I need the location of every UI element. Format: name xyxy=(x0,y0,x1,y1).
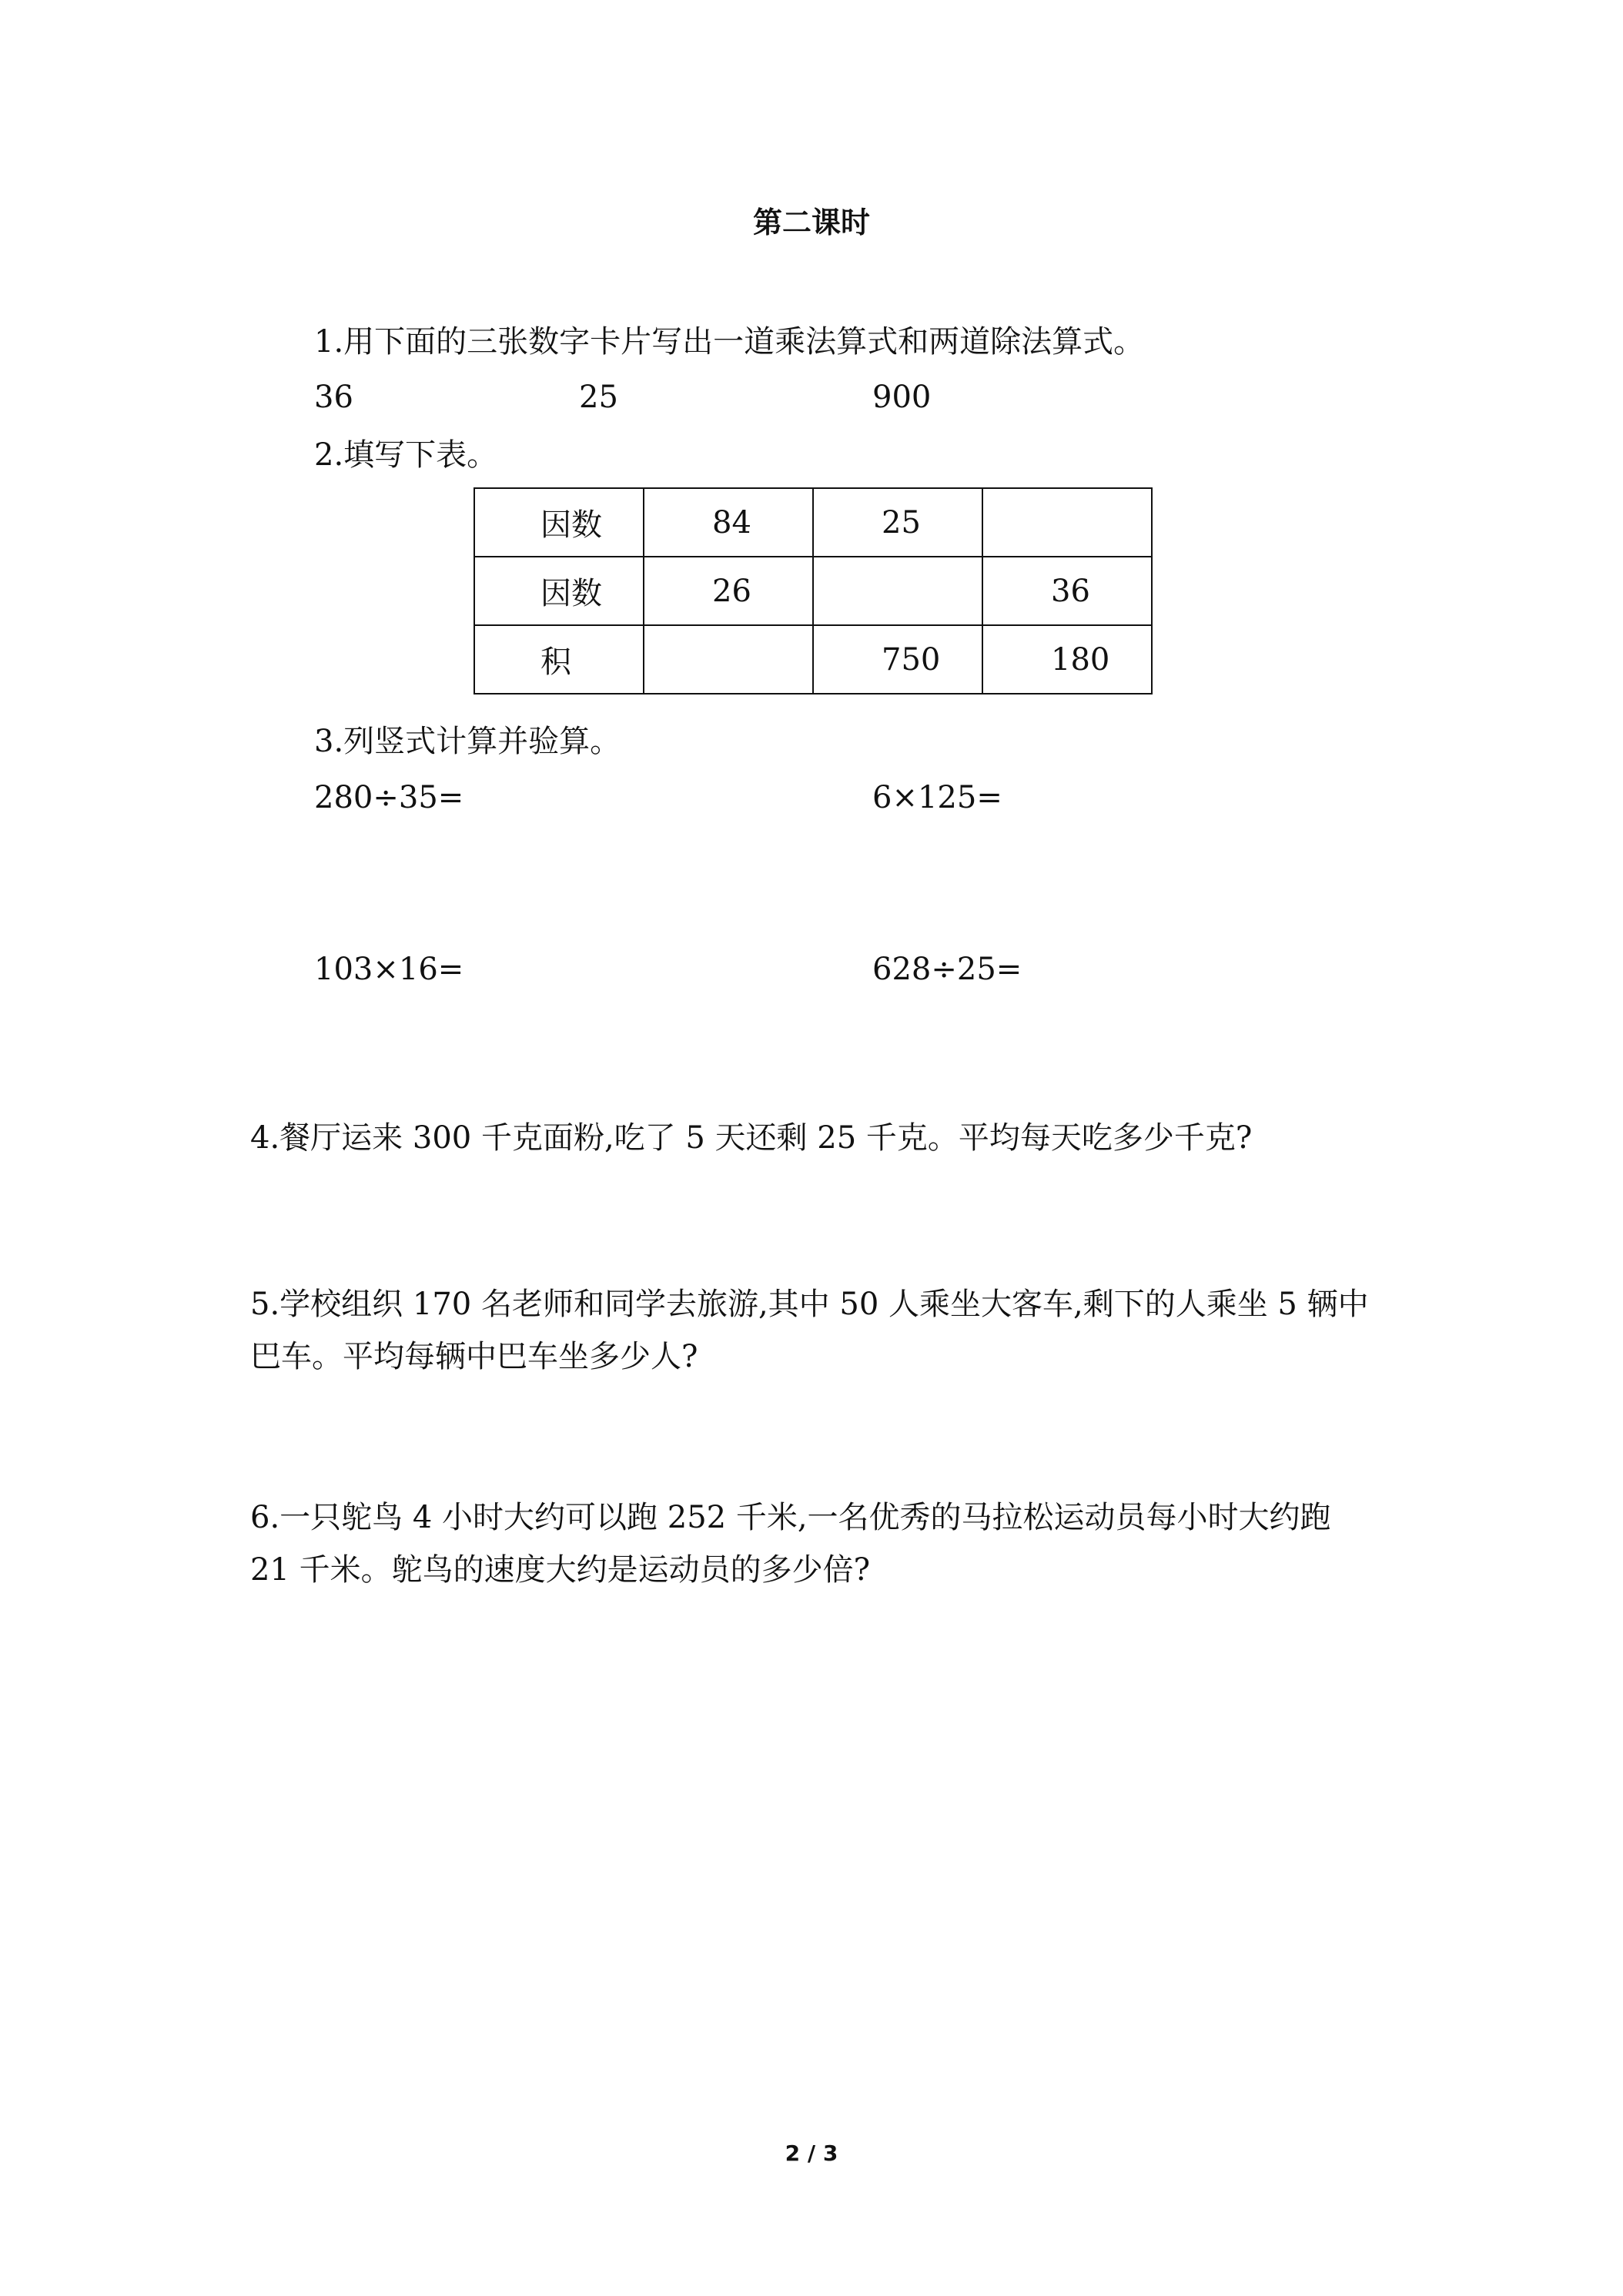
table-cell: 180 xyxy=(982,625,1152,694)
table-cell: 积 xyxy=(474,625,644,694)
table-cell: 25 xyxy=(813,488,982,557)
table-cell: 750 xyxy=(813,625,982,694)
question-5-line-1: 5.学校组织 170 名老师和同学去旅游,其中 50 人乘坐大客车,剩下的人乘坐 5 辆中 xyxy=(250,1287,1369,1322)
calc-item: 628÷25= xyxy=(872,952,1022,987)
table-cell xyxy=(982,488,1152,557)
number-card-3: 900 xyxy=(872,380,932,415)
question-2-text: 2.填写下表。 xyxy=(314,437,498,473)
calc-item: 103×16= xyxy=(314,952,464,987)
question-1-text: 1.用下面的三张数字卡片写出一道乘法算式和两道除法算式。 xyxy=(314,324,1145,360)
question-3-text: 3.列竖式计算并验算。 xyxy=(314,724,621,759)
calc-item: 280÷35= xyxy=(314,780,464,815)
page-number: 2 / 3 xyxy=(785,2140,838,2166)
table-cell xyxy=(644,625,813,694)
factor-product-table xyxy=(474,487,1153,694)
question-6-line-1: 6.一只鸵鸟 4 小时大约可以跑 252 千米,一名优秀的马拉松运动员每小时大约跑 xyxy=(250,1500,1331,1535)
page-title: 第二课时 xyxy=(752,206,870,239)
table-cell: 26 xyxy=(644,557,813,625)
number-card-2: 25 xyxy=(579,380,618,415)
calc-item: 6×125= xyxy=(872,780,1002,815)
question-5-line-2: 巴车。平均每辆中巴车坐多少人? xyxy=(250,1339,698,1374)
question-4-text: 4.餐厅运来 300 千克面粉,吃了 5 天还剩 25 千克。平均每天吃多少千克? xyxy=(250,1120,1253,1156)
table-cell: 因数 xyxy=(474,488,644,557)
table-cell: 84 xyxy=(644,488,813,557)
number-card-1: 36 xyxy=(314,380,353,415)
table-cell: 36 xyxy=(982,557,1152,625)
question-6-line-2: 21 千米。鸵鸟的速度大约是运动员的多少倍? xyxy=(250,1552,871,1588)
table-cell xyxy=(813,557,982,625)
table-row xyxy=(474,557,1152,625)
table-row xyxy=(474,488,1152,557)
table-row xyxy=(474,625,1152,694)
table-cell: 因数 xyxy=(474,557,644,625)
